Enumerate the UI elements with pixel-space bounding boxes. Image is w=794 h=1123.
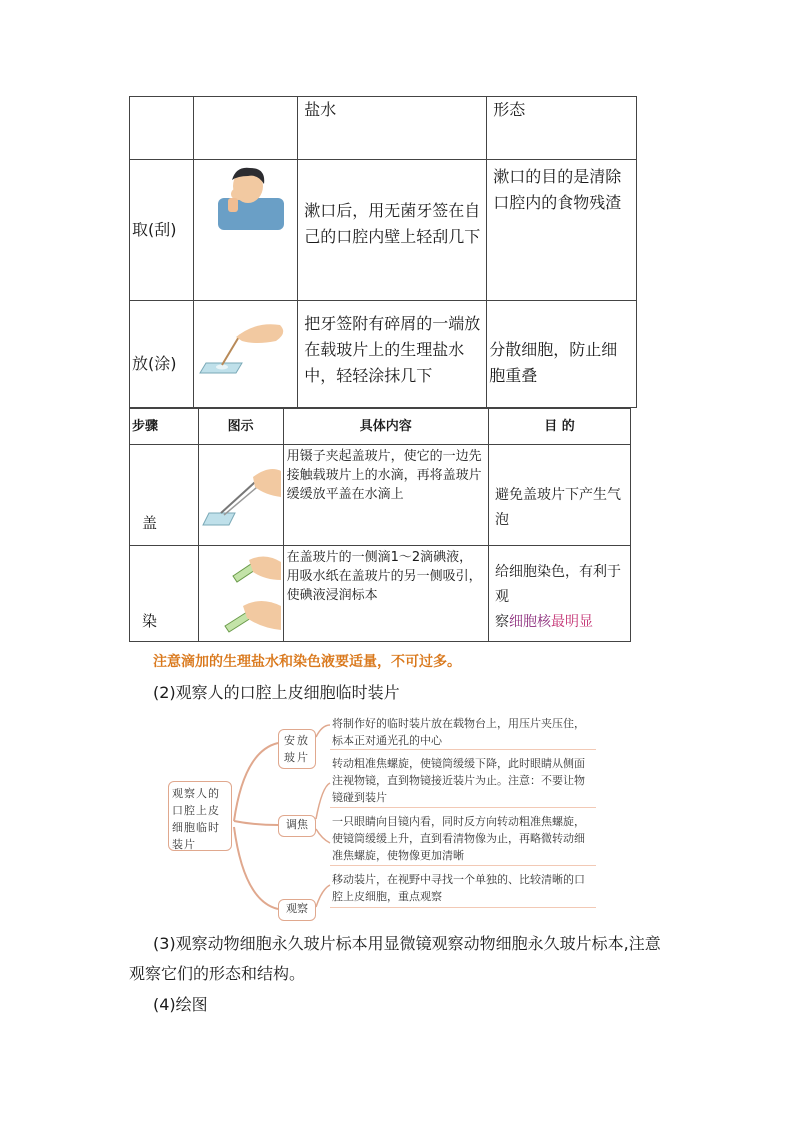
toothpick-slide-illustration — [196, 311, 296, 381]
content-cell: 漱口后，用无菌牙签在自己的口腔内壁上轻刮几下 — [298, 160, 487, 301]
mindmap-branch-observe: 观察 — [278, 899, 316, 921]
content-cell: 在盖玻片的一侧滴1～2滴碘液，用吸水纸在盖玻片的另一侧吸引，使碘液浸润标本 — [283, 546, 488, 642]
figure-cell — [194, 160, 298, 301]
purpose-cell: 漱口的目的是清除口腔内的食物残渣 — [487, 160, 637, 301]
iodine-dropper-illustration — [199, 550, 283, 640]
section-4-title: (4)绘图 — [153, 995, 208, 1014]
cell-empty — [194, 97, 298, 160]
mindmap-item-fine-focus: 一只眼睛向目镜内看，同时反方向转动粗准焦螺旋，使镜筒缓缓上升，直到看清物像为止，再略微转动细准焦螺旋，使物像更加清晰 — [332, 815, 585, 862]
mindmap-item-observe: 移动装片，在视野中寻找一个单独的、比较清晰的口腔上皮细胞，重点观察 — [332, 873, 585, 903]
mindmap-item-coarse-focus: 转动粗准焦螺旋，使镜筒缓缓下降，此时眼睛从侧面注视物镜，直到物镜接近装片为止。注意：不要让物镜碰到装片 — [332, 757, 585, 804]
purpose-cell: 避免盖玻片下产生气泡 — [488, 445, 630, 546]
step-cell: 染 — [130, 546, 199, 642]
mindmap-branch-placement: 安放玻片 — [278, 729, 316, 769]
figure-cell — [194, 301, 298, 408]
mindmap-branch-focus: 调焦 — [278, 815, 316, 837]
tweezers-coverslip-illustration — [199, 451, 283, 541]
caution-note: 注意滴加的生理盐水和染色液要适量，不可过多。 — [153, 654, 461, 670]
steps-table-bottom — [129, 408, 631, 642]
header-step: 步骤 — [130, 409, 199, 445]
header-content: 具体内容 — [283, 409, 488, 445]
step-cell: 盖 — [130, 445, 199, 546]
content-cell: 用镊子夹起盖玻片，使它的一边先接触载玻片上的水滴，再将盖玻片缓缓放平盖在水滴上 — [283, 445, 488, 546]
boy-mouthwash-illustration — [196, 164, 296, 234]
mindmap-item-placement: 将制作好的临时装片放在载物台上，用压片夹压住，标本正对通光孔的中心 — [332, 717, 585, 747]
cell-empty — [130, 97, 194, 160]
figure-cell — [198, 445, 283, 546]
purpose-cell: 形态 — [487, 97, 637, 160]
steps-table-top — [129, 96, 637, 408]
header-purpose: 目 的 — [488, 409, 630, 445]
purpose-cell: 分散细胞，防止细胞重叠 — [487, 301, 637, 408]
step-cell: 放(涂) — [130, 301, 194, 408]
mindmap — [164, 711, 596, 929]
purpose-cell: 给细胞染色，有利于观 察细胞核最明显 — [488, 546, 630, 642]
mindmap-root: 观察人的口腔上皮细胞临时装片 — [168, 781, 232, 851]
figure-cell — [198, 546, 283, 642]
section-2-title: (2)观察人的口腔上皮细胞临时装片 — [153, 683, 400, 702]
section-3-text: (3)观察动物细胞永久玻片标本用显微镜观察动物细胞永久玻片标本,注意观察它们的形态和结构。 — [129, 934, 661, 983]
content-cell: 盐水 — [298, 97, 487, 160]
step-cell: 取(刮) — [130, 160, 194, 301]
content-cell: 把牙签附有碎屑的一端放在载玻片上的生理盐水中，轻轻涂抹几下 — [298, 301, 487, 408]
header-figure: 图示 — [198, 409, 283, 445]
